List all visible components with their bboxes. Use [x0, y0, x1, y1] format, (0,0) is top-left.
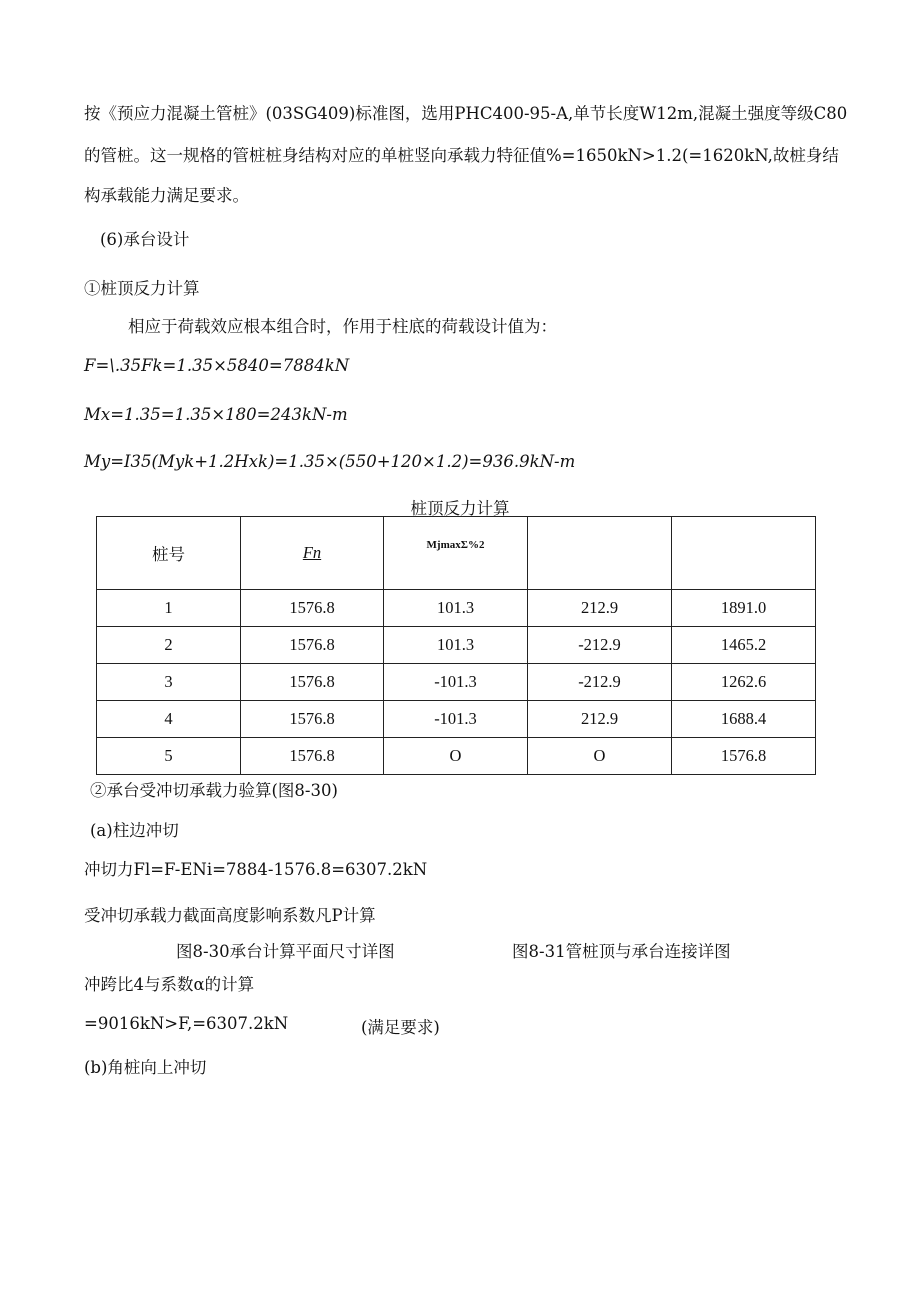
table-row [97, 664, 816, 701]
table-cell: 1576.8 [672, 738, 816, 775]
table-header-pile-no: 桩号 [97, 517, 241, 590]
table-header-moment-text: MjmaxΣ%2 [426, 539, 485, 551]
table-cell: 1576.8 [241, 701, 384, 738]
table-cell: 101.3 [384, 590, 528, 627]
table-cell: 1688.4 [672, 701, 816, 738]
equation-my: My=I35(Myk+1.2Hxk)=1.35×(550+120×1.2)=936.9kN-m [84, 452, 576, 471]
table-cell: 2 [97, 627, 241, 664]
table-header-moment [384, 517, 528, 590]
table-cell: 1576.8 [241, 590, 384, 627]
table-cell: 212.9 [528, 701, 672, 738]
table-cell: O [528, 738, 672, 775]
result-note: (满足要求) [361, 1018, 440, 1037]
paragraph-line-1: 按《预应力混凝土管桩》(03SG409)标准图，选用PHC400-95-A,单节长度W12m,混凝土强度等级C80 [84, 104, 848, 123]
table-cell: -101.3 [384, 701, 528, 738]
table-cell: 1576.8 [241, 664, 384, 701]
table-cell: 212.9 [528, 590, 672, 627]
table-cell: 1891.0 [672, 590, 816, 627]
table-header-fn-text: Fn [302, 543, 322, 562]
table-header-row [97, 517, 816, 590]
shear-span-ratio-text: 冲跨比4与系数α的计算 [84, 975, 255, 994]
pile-reaction-table [96, 516, 816, 775]
table-header-col5 [672, 517, 816, 590]
table-cell: 3 [97, 664, 241, 701]
table-cell: 1576.8 [241, 738, 384, 775]
table-row [97, 627, 816, 664]
table-cell: -101.3 [384, 664, 528, 701]
section-heading-cap-design: (6)承台设计 [100, 230, 190, 249]
paragraph-line-3: 构承载能力满足要求。 [84, 186, 249, 205]
table-cell: 101.3 [384, 627, 528, 664]
item-b-title: (b)角桩向上冲切 [84, 1058, 207, 1077]
table-row [97, 701, 816, 738]
figure-caption-8-30: 图8-30承台计算平面尺寸详图 [176, 942, 395, 961]
table-header-col4 [528, 517, 672, 590]
subsection-heading-pile-reaction: ①桩顶反力计算 [84, 279, 200, 298]
table-cell: 1465.2 [672, 627, 816, 664]
table-row [97, 738, 816, 775]
paragraph-line-2: 的管桩。这一规格的管桩桩身结构对应的单桩竖向承载力特征值%=1650kN>1.2(=1620kN,故桩身结 [84, 146, 839, 165]
intro-text: 相应于荷载效应根本组合时，作用于柱底的荷载设计值为： [128, 317, 557, 336]
table-cell: 1 [97, 590, 241, 627]
figure-caption-8-31: 图8-31管桩顶与承台连接详图 [512, 942, 731, 961]
table-caption: 桩顶反力计算 [410, 499, 510, 518]
table-cell: 4 [97, 701, 241, 738]
height-factor-text: 受冲切承载力截面高度影响系数凡P计算 [84, 906, 376, 925]
subsection-heading-punching: ②承台受冲切承载力验算(图8-30) [90, 781, 338, 800]
equation-mx: Mx=1.35=1.35×180=243kN-m [84, 405, 348, 424]
table-cell: -212.9 [528, 664, 672, 701]
punch-force-equation: 冲切力Fl=F-ENi=7884-1576.8=6307.2kN [84, 860, 428, 879]
table-cell: O [384, 738, 528, 775]
table-cell: 1262.6 [672, 664, 816, 701]
table-row [97, 590, 816, 627]
table-cell: -212.9 [528, 627, 672, 664]
table-header-fn [241, 517, 384, 590]
table-cell: 5 [97, 738, 241, 775]
item-a-title: (a)柱边冲切 [90, 821, 179, 840]
table-cell: 1576.8 [241, 627, 384, 664]
equation-f: F=\.35Fk=1.35×5840=7884kN [84, 356, 350, 375]
result-equation: =9016kN>F,=6307.2kN [84, 1014, 289, 1033]
